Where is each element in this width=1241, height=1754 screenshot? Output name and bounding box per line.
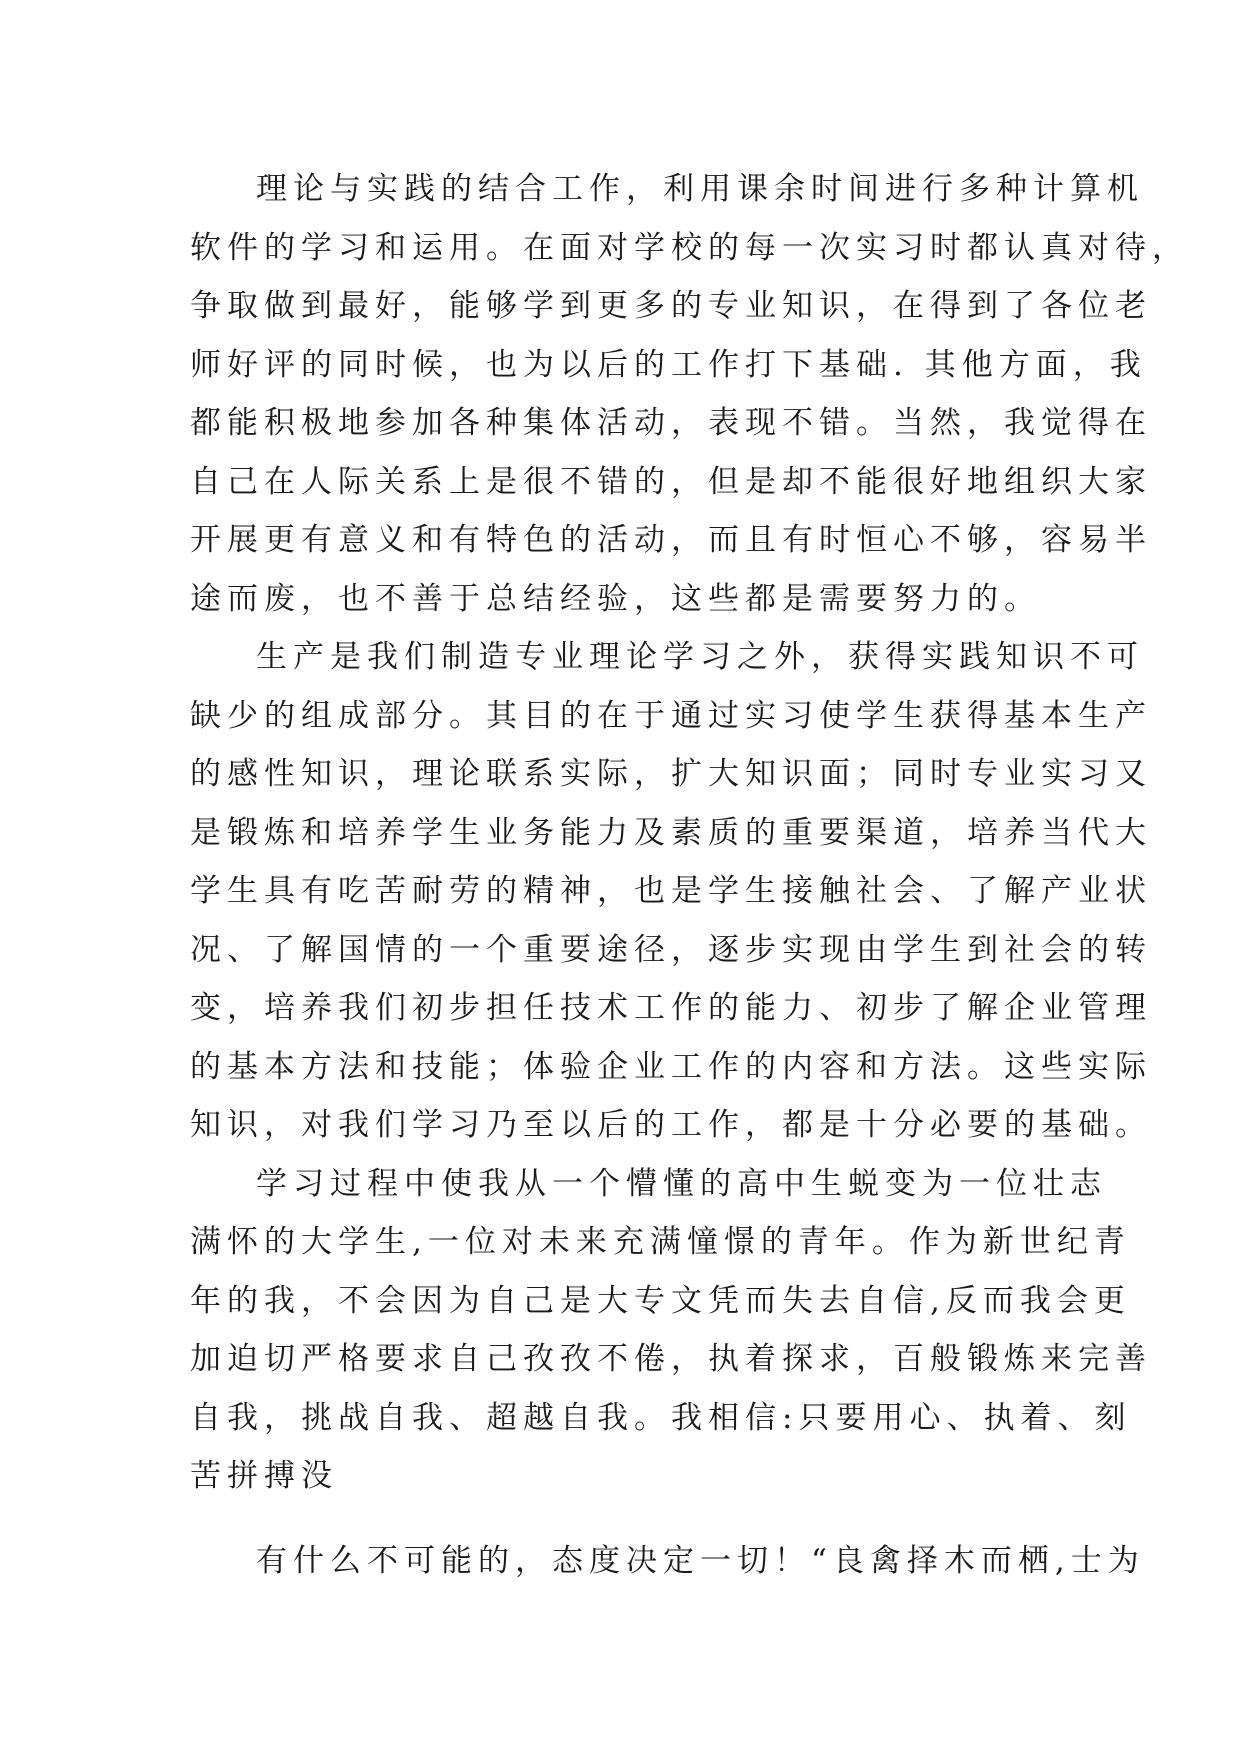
text-line: 满怀的大学生,一位对未来充满憧憬的青年。作为新世纪青 <box>190 1224 1131 1260</box>
text-line: 变，培养我们初步担任技术工作的能力、初步了解企业管理 <box>190 990 1152 1026</box>
text-line: 苦拼搏没 <box>190 1458 338 1494</box>
text-line: 有什么不可能的，态度决定一切！“良禽择木而栖,士为 <box>256 1542 1145 1579</box>
text-line: 师好评的同时候，也为以后的工作打下基础. 其他方面，我 <box>190 346 1147 383</box>
text-line: 开展更有意义和有特色的活动，而且有时恒心不够，容易半 <box>190 522 1152 558</box>
text-line: 生产是我们制造专业理论学习之外，获得实践知识不可 <box>256 639 1144 675</box>
text-line: 自我，挑战自我、超越自我。我相信:只要用心、执着、刻 <box>190 1399 1132 1436</box>
text-line: 缺少的组成部分。其目的在于通过实习使学生获得基本生产 <box>190 697 1152 734</box>
text-line: 加迫切严格要求自己孜孜不倦，执着探求，百般锻炼来完善 <box>190 1341 1152 1377</box>
text-line: 学生具有吃苦耐劳的精神，也是学生接触社会、了解产业状 <box>190 873 1152 909</box>
text-line: 争取做到最好，能够学到更多的专业知识，在得到了各位老 <box>190 288 1152 324</box>
text-line: 是锻炼和培养学生业务能力及素质的重要渠道，培养当代大 <box>190 814 1152 851</box>
text-line: 途而废，也不善于总结经验，这些都是需要努力的。 <box>190 580 1041 617</box>
body-text <box>190 160 1189 1590</box>
text-line: 都能积极地参加各种集体活动，表现不错。当然，我觉得在 <box>190 405 1152 441</box>
text-line: 年的我，不会因为自己是大专文凭而失去自信,反而我会更 <box>190 1282 1131 1319</box>
text-line: 的感性知识，理论联系实际，扩大知识面；同时专业实习又 <box>190 756 1152 792</box>
text-line: 的基本方法和技能；体验企业工作的内容和方法。这些实际 <box>190 1048 1152 1085</box>
text-line: 学习过程中使我从一个懵懂的高中生蜕变为一位壮志 <box>256 1165 1107 1202</box>
text-line: 自己在人际关系上是很不错的，但是却不能很好地组织大家 <box>190 463 1152 500</box>
text-line: 理论与实践的结合工作，利用课余时间进行多种计算机 <box>256 171 1144 207</box>
text-line: 软件的学习和运用。在面对学校的每一次实习时都认真对待， <box>190 229 1189 266</box>
text-line: 况、了解国情的一个重要途径，逐步实现由学生到社会的转 <box>190 931 1152 968</box>
text-line: 知识，对我们学习乃至以后的工作，都是十分必要的基础。 <box>190 1107 1152 1143</box>
